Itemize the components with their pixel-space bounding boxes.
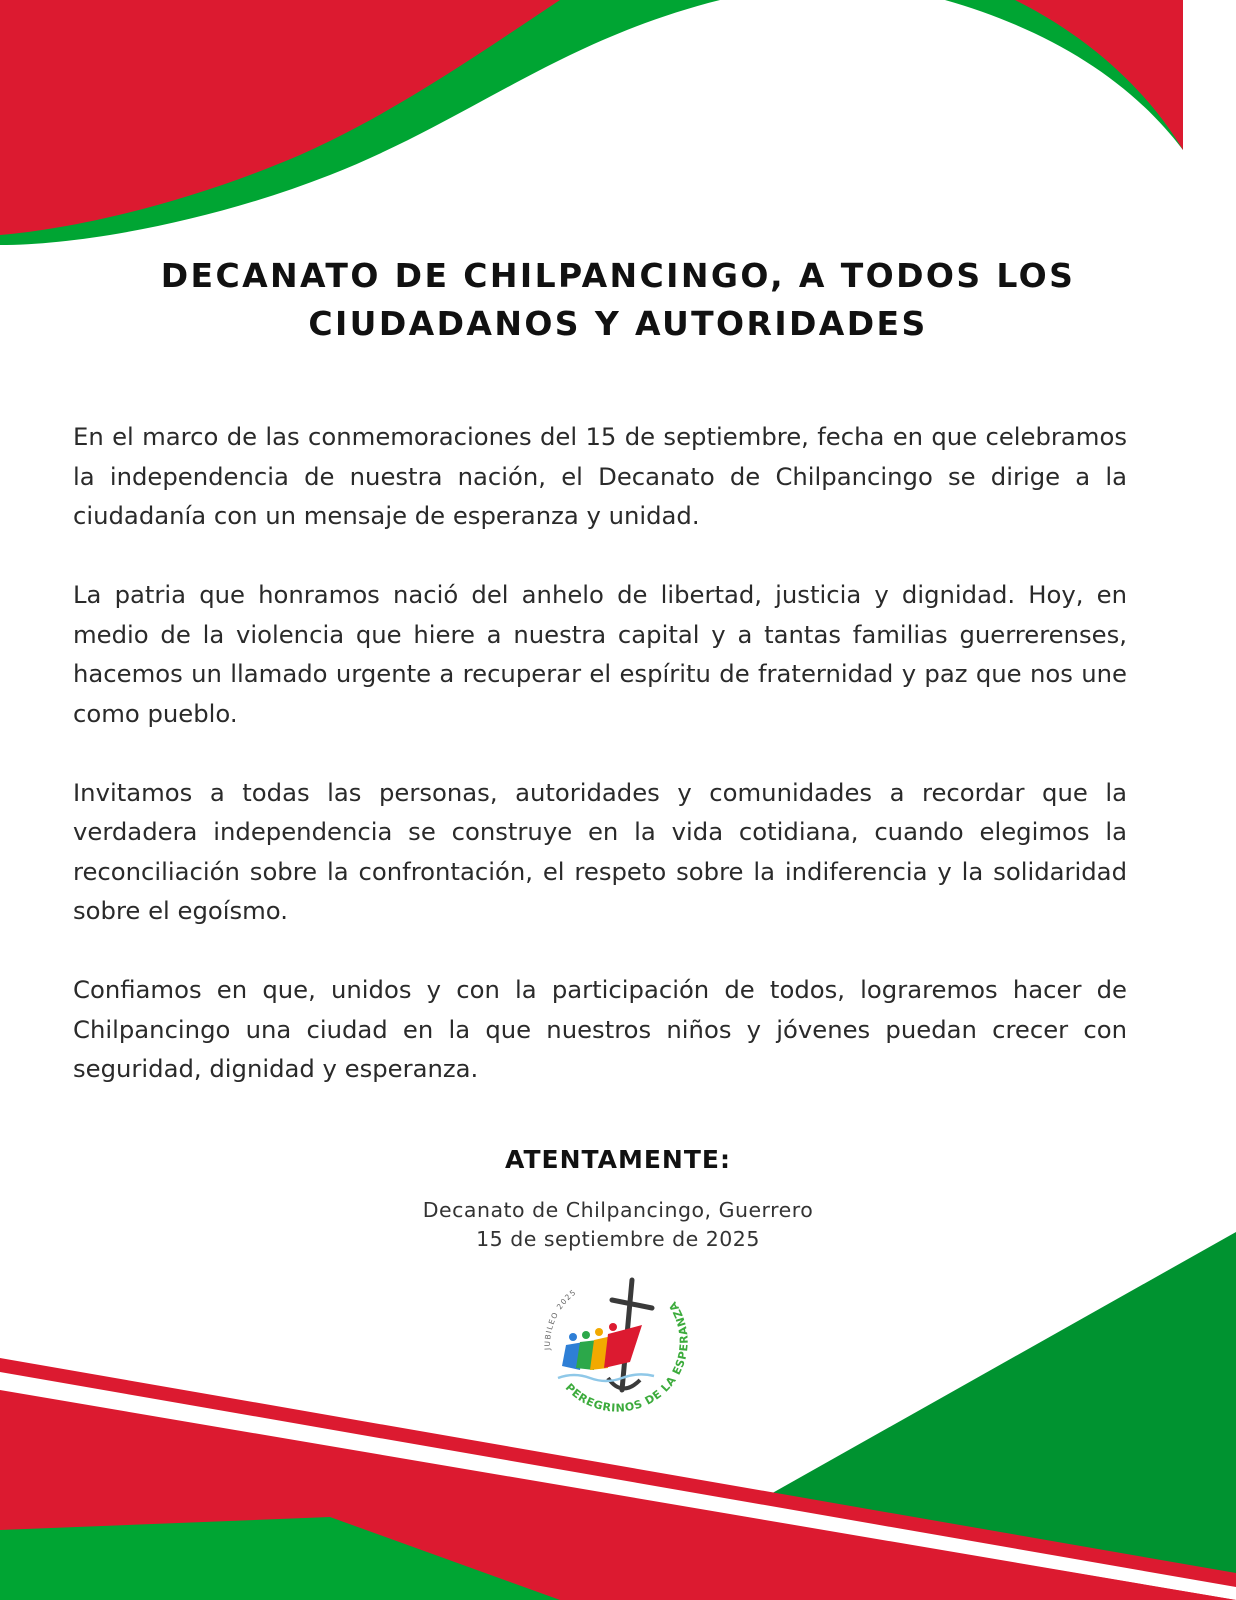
- title-line-2: CIUDADANOS Y AUTORIDADES: [308, 304, 928, 343]
- jubilee-cross-anchor-logo-icon: [540, 1270, 705, 1435]
- signature-organization: Decanato de Chilpancingo, Guerrero: [422, 1198, 814, 1222]
- paragraph-3: Invitamos a todas las personas, autoridades y comunidades a recordar que la verdadera independencia se construye en la vida cotidiana, cuando elegimos la reconciliación sobre la confrontación, el respeto sobre la indiferencia y la solidaridad sobre el egoísmo.: [73, 777, 1127, 925]
- title-line-1: DECANATO DE CHILPANCINGO, A TODOS LOS: [160, 256, 1076, 295]
- signature-heading: ATENTAMENTE:: [505, 1145, 731, 1174]
- logo-ring-text: PEREGRINOS DE LA ESPERANZA: [562, 1298, 691, 1415]
- svg-text:JUBILEO 2025: [543, 1287, 578, 1351]
- document-title: [0, 252, 1236, 348]
- paragraph-1: En el marco de las conmemoraciones del 15 de septiembre, fecha en que celebramos la independencia de nuestra nación, el Decanato de Chilpancingo se dirige a la ciudadanía con un mensaje de esperanza y unidad.: [73, 422, 1127, 530]
- logo-top-text: JUBILEO 2025: [542, 1287, 579, 1351]
- signature-date: 15 de septiembre de 2025: [476, 1227, 760, 1251]
- paragraph-4: Confiamos en que, unidos y con la participación de todos, lograremos hacer de Chilpancingo una ciudad en la que nuestros niños y jóvenes puedan crecer con seguridad, dignidad y esperanza.: [73, 975, 1127, 1083]
- paragraph-2: La patria que honramos nació del anhelo de libertad, justicia y dignidad. Hoy, en medio de la violencia que hiere a nuestra capital y a tantas familias guerrerenses, hacemos un llamado urgente a recuperar el espíritu de fraternidad y paz que nos une como pueblo.: [73, 580, 1127, 728]
- letter-body: [73, 417, 1127, 1128]
